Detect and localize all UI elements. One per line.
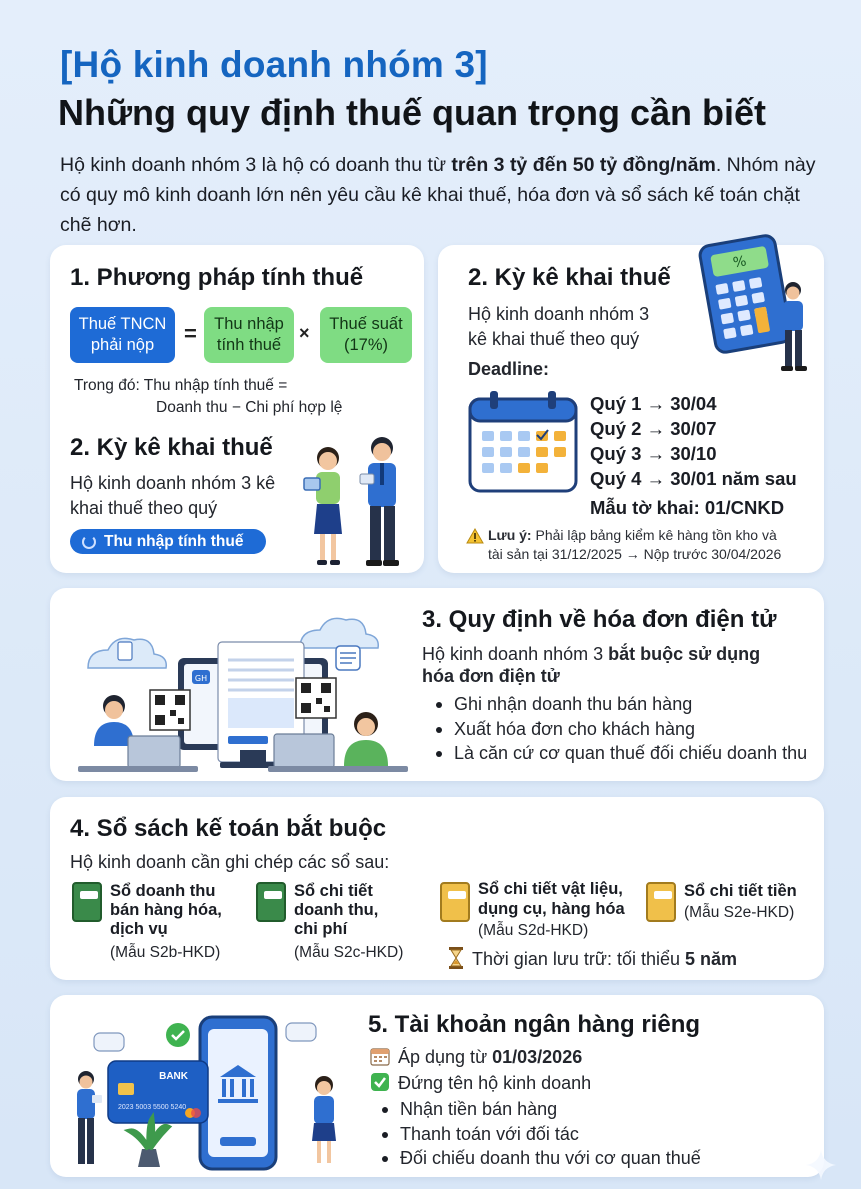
quarter-4: Quý 4 → 30/01 năm sau — [590, 468, 797, 489]
green-book-icon — [256, 882, 286, 922]
book3-line2: dụng cụ, hàng hóa — [478, 900, 625, 918]
list-item: Nhận tiền bán hàng — [372, 1097, 701, 1122]
list-item: Thanh toán với đối tác — [372, 1122, 701, 1147]
card-bank-account — [50, 995, 824, 1177]
section4-title: 4. Sổ sách kế toán bắt buộc — [70, 815, 387, 842]
book4-form: (Mẫu S2e-HKD) — [684, 904, 795, 921]
taxable-income-pill[interactable] — [70, 529, 266, 554]
section2-left-text-1: Hộ kinh doanh nhóm 3 kê — [70, 473, 276, 493]
section2-left-title: 2. Kỳ kê khai thuế — [70, 434, 273, 461]
book1-line3: dịch vụ — [110, 920, 168, 938]
section4-intro: Hộ kinh doanh cần ghi chép các sổ sau: — [70, 852, 390, 872]
book1-form: (Mẫu S2b-HKD) — [110, 944, 221, 961]
note-line1 — [488, 526, 777, 545]
storage-text: Thời gian lưu trữ: tối thiểu — [472, 949, 685, 969]
card-tax-method — [50, 245, 424, 573]
deadline-label: Deadline: — [468, 359, 550, 379]
section1-title: 1. Phương pháp tính thuế — [70, 264, 364, 291]
two-people-illustration — [300, 430, 418, 572]
warning-icon — [466, 528, 484, 544]
page-title-line1: [Hộ kinh doanh nhóm 3] — [60, 44, 488, 85]
yellow-book-icon — [440, 882, 470, 922]
section2-right-text-1: Hộ kinh doanh nhóm 3 — [468, 304, 650, 324]
section3-text-line1 — [422, 642, 760, 666]
spinner-icon — [82, 535, 96, 549]
svg-text:%: % — [731, 253, 748, 272]
book1-line1: Sổ doanh thu — [110, 882, 216, 900]
formula-where-line2: Doanh thu − Chi phí hợp lệ — [156, 399, 343, 416]
formula-box-rate: Thuế suất (17%) — [320, 307, 412, 363]
section3-bullet-list — [426, 692, 807, 766]
book3-line1: Sổ chi tiết vật liệu, — [478, 880, 623, 898]
quarter-3: Quý 3 → 30/10 — [590, 443, 717, 464]
section3-bold: bắt buộc sử dụng — [608, 644, 761, 664]
bank-illustration — [68, 1003, 358, 1175]
e-invoice-illustration — [68, 606, 413, 778]
book2-line1: Sổ chi tiết — [294, 882, 373, 900]
card-bank-text: BANK — [159, 1071, 188, 1082]
list-item: Xuất hóa đơn cho khách hàng — [426, 717, 807, 742]
quarter-1: Quý 1 → 30/04 — [590, 393, 717, 414]
calculator-illustration — [695, 232, 815, 377]
screen-logo-text: GH — [194, 674, 208, 683]
intro-bold: trên 3 tỷ đến 50 tỷ đồng/năm — [451, 154, 716, 176]
sparkle-icon — [806, 1150, 836, 1180]
list-item: Là căn cứ cơ quan thuế đối chiếu doanh thu — [426, 741, 807, 766]
hourglass-icon — [448, 947, 464, 969]
note-label: Lưu ý: — [488, 527, 532, 543]
section2-left-text-2: khai thuế theo quý — [70, 498, 218, 518]
calendar-small-icon — [370, 1046, 390, 1066]
apply-text: Áp dụng từ — [398, 1047, 493, 1067]
intro-paragraph — [60, 150, 820, 240]
formula-equals: = — [184, 321, 197, 346]
list-item: Đối chiếu doanh thu với cơ quan thuế — [372, 1146, 701, 1171]
section2-right-text-2: kê khai thuế theo quý — [468, 329, 640, 349]
book2-line3: chi phí — [294, 920, 348, 938]
formula-times: × — [299, 323, 310, 343]
formula-box-tax: Thuế TNCN phải nộp — [70, 307, 175, 363]
note-line2: tài sản tại 31/12/2025 → Nộp trước 30/04/2026 — [488, 546, 782, 562]
book2-form: (Mẫu S2c-HKD) — [294, 944, 404, 961]
section3-text-line2: hóa đơn điện tử — [422, 666, 560, 686]
yellow-book-icon — [646, 882, 676, 922]
pill-label: Thu nhập tính thuế — [104, 532, 244, 550]
apply-bold: 01/03/2026 — [492, 1047, 583, 1067]
formula-box-income: Thu nhập tính thuế — [204, 307, 294, 363]
page-title-line2: Những quy định thuế quan trọng cần biết — [58, 92, 767, 133]
section2-right-title: 2. Kỳ kê khai thuế — [468, 264, 671, 291]
card-accounting-books — [50, 797, 824, 980]
intro-text-2: . Nhóm này có quy mô kinh doanh lớn nên yêu cầu kê khai thuế, hóa đơn và sổ sách kế toán chặt chẽ hơn. — [60, 154, 816, 236]
book1-line2: bán hàng hóa, — [110, 901, 222, 919]
storage-bold: 5 năm — [685, 949, 738, 969]
check-box-icon — [370, 1072, 390, 1092]
card-e-invoice — [50, 588, 824, 781]
storage-time — [472, 947, 737, 971]
list-item: Ghi nhận doanh thu bán hàng — [426, 692, 807, 717]
note-text: Phải lập bảng kiểm kê hàng tồn kho và — [531, 527, 777, 543]
calendar-icon — [468, 389, 578, 493]
quarter-2: Quý 2 → 30/07 — [590, 418, 717, 439]
book4-line1: Sổ chi tiết tiền — [684, 882, 797, 900]
intro-text: Hộ kinh doanh nhóm 3 là hộ có doanh thu từ — [60, 154, 452, 176]
apply-date — [398, 1045, 582, 1069]
book2-line2: doanh thu, — [294, 901, 379, 919]
book3-form: (Mẫu S2d-HKD) — [478, 922, 589, 939]
section3-title: 3. Quy định về hóa đơn điện tử — [422, 606, 777, 633]
section3-text: Hộ kinh doanh nhóm 3 — [422, 644, 609, 664]
section5-bullet-list — [372, 1097, 701, 1171]
green-book-icon — [72, 882, 102, 922]
account-owner: Đứng tên hộ kinh doanh — [398, 1073, 592, 1093]
tax-form: Mẫu tờ khai: 01/CNKD — [590, 497, 785, 518]
formula-where-line1: Trong đó: Thu nhập tính thuế = — [74, 377, 288, 394]
section5-title: 5. Tài khoản ngân hàng riêng — [368, 1011, 701, 1038]
card-number-text: 2023 5003 5500 5240 — [118, 1104, 187, 1111]
